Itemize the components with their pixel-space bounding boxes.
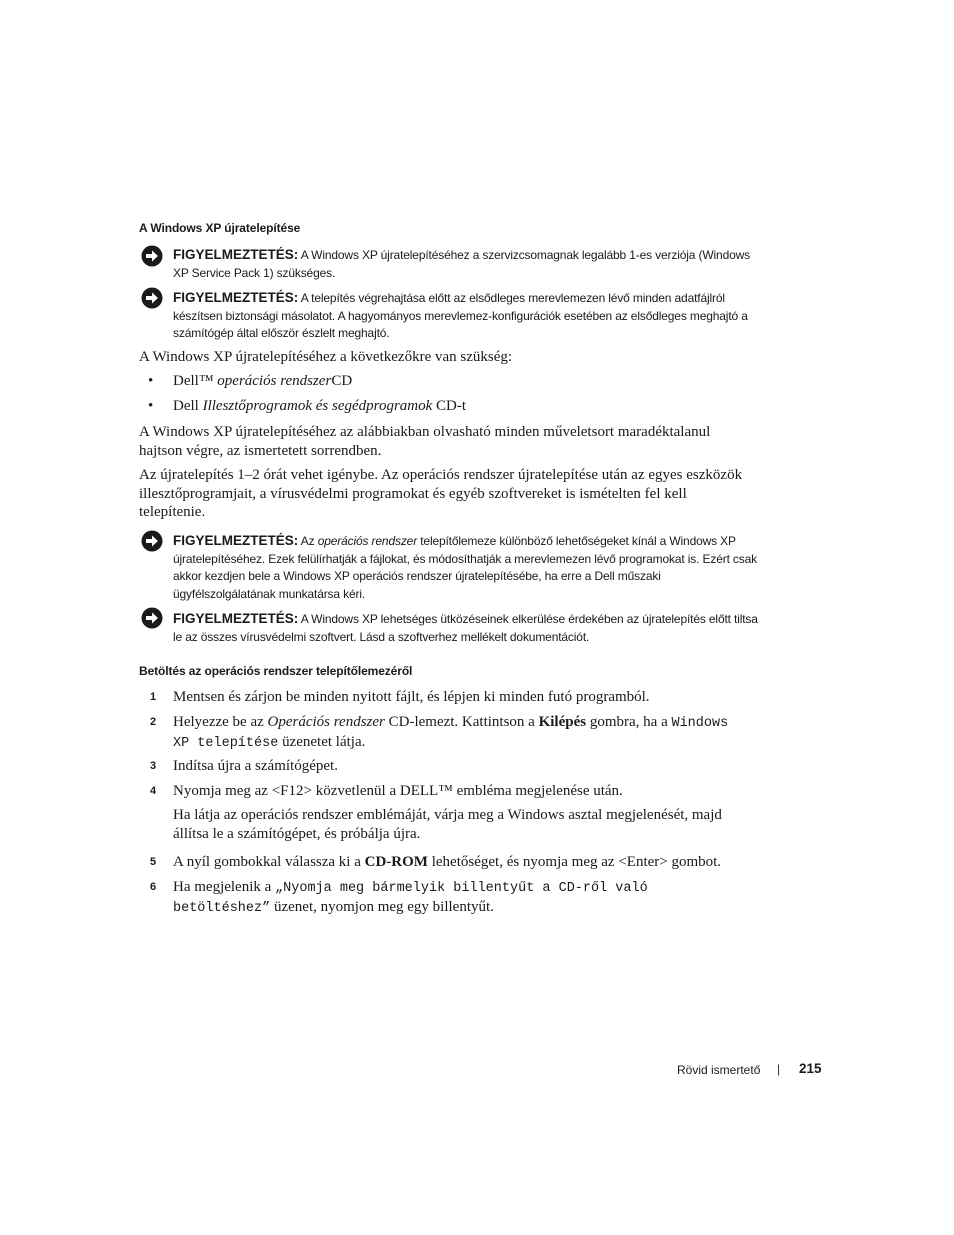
warning-label: FIGYELMEZTETÉS: [173, 611, 299, 626]
code-text: betöltéshez” [173, 901, 271, 916]
warning-note-1: FIGYELMEZTETÉS: A Windows XP újratelepítéséhez a szervizcsomagnak legalább 1-es verziója (Windows XP Service Pack 1) szükséges. [173, 247, 750, 280]
code-text: Windows [671, 716, 729, 731]
warning-note-2: FIGYELMEZTETÉS: A telepítés végrehajtása előtt az elsődleges merevlemezen lévő minden adatfájlról készítsen biztonsági másolatot. A hagyományos merevlemez-konfigurációk esetében az elsődleges meghajtó a számítógép által először észlelt meghajtó. [173, 290, 748, 340]
intro-paragraph: A Windows XP újratelepítéséhez a következőkre van szükség: [139, 349, 513, 365]
paragraph-duration: Az újratelepítés 1–2 órát vehet igénybe. Az operációs rendszer újratelepítése után az egyes eszközök illesztőprogramjait, a vírusvédelmi programokat és egyéb szoftvereket is ismételten fel kell telepítenie. [139, 467, 743, 520]
bullet-marker: • [148, 373, 154, 389]
step-number: 4 [150, 785, 157, 797]
footer-separator: | [777, 1062, 781, 1076]
warning-arrow-icon [141, 287, 163, 309]
bullet-marker: • [148, 398, 154, 414]
bullet-item-drivers-cd: Dell Illesztőprogramok és segédprogramok CD-t [173, 398, 467, 414]
step-number: 2 [150, 716, 157, 728]
bullet-item-os-cd: Dell™ operációs rendszerCD [173, 373, 353, 389]
section-heading-boot-from-cd: Betöltés az operációs rendszer telepítőlemezéről [139, 664, 413, 678]
warning-arrow-icon [141, 245, 163, 267]
step-2: Helyezze be az Operációs rendszer CD-lemezt. Kattintson a Kilépés gombra, ha a Windows XP telepítése üzenetet látja. [173, 714, 729, 751]
code-text: XP telepítése [173, 736, 279, 751]
step-6: Ha megjelenik a „Nyomja meg bármelyik billentyűt a CD-ről való betöltéshez” üzenet, nyomjon meg egy billentyűt. [173, 879, 648, 916]
step-number: 5 [150, 856, 157, 868]
section-heading-reinstall: A Windows XP újratelepítése [139, 221, 301, 235]
code-text: „Nyomja meg bármelyik billentyűt a CD-ről való [275, 881, 648, 896]
footer-section-title: Rövid ismertető [677, 1063, 761, 1077]
warning-arrow-icon [141, 530, 163, 552]
warning-label: FIGYELMEZTETÉS: [173, 533, 299, 548]
page-number: 215 [799, 1061, 822, 1076]
warning-note-3: FIGYELMEZTETÉS: Az operációs rendszer telepítőlemeze különböző lehetőségeket kínál a Windows XP újratelepítéséhez. Ezek felülírhatják a fájlokat, és módosíthatják a merevlemezen lévő programokat is. Ezért csak akkor kezdjen bele a Windows XP operációs rendszer újratelepítésébe, ha erre a Dell műszaki ügyfélszolgálatának munkatársa kéri. [173, 533, 758, 601]
warning-label: FIGYELMEZTETÉS: [173, 290, 299, 305]
paragraph-sequence: A Windows XP újratelepítéséhez az alábbiakban olvasható minden műveletsort maradéktalanul hajtson végre, az ismertetett sorrendben. [139, 424, 711, 459]
step-5: A nyíl gombokkal válassza ki a CD-ROM lehetőséget, és nyomja meg az <Enter> gombot. [173, 854, 722, 870]
step-3: Indítsa újra a számítógépet. [173, 758, 338, 774]
step-4: Nyomja meg az <F12> közvetlenül a DELL™ embléma megjelenése után. [173, 783, 623, 799]
step-number: 3 [150, 760, 157, 772]
warning-note-4: FIGYELMEZTETÉS: A Windows XP lehetséges ütközéseinek elkerülése érdekében az újratelepítés előtt tiltsa le az összes vírusvédelmi szoftvert. Lásd a szoftverhez mellékelt dokumentációt. [173, 611, 758, 644]
warning-arrow-icon [141, 607, 163, 629]
warning-label: FIGYELMEZTETÉS: [173, 247, 299, 262]
step-1: Mentsen és zárjon be minden nyitott fájlt, és lépjen ki minden futó programból. [173, 689, 650, 705]
step-number: 1 [150, 691, 157, 703]
step-number: 6 [150, 881, 157, 893]
step-4-note: Ha látja az operációs rendszer emblémáját, várja meg a Windows asztal megjelenését, majd állítsa le a számítógépet, és próbálja újra. [173, 807, 722, 842]
